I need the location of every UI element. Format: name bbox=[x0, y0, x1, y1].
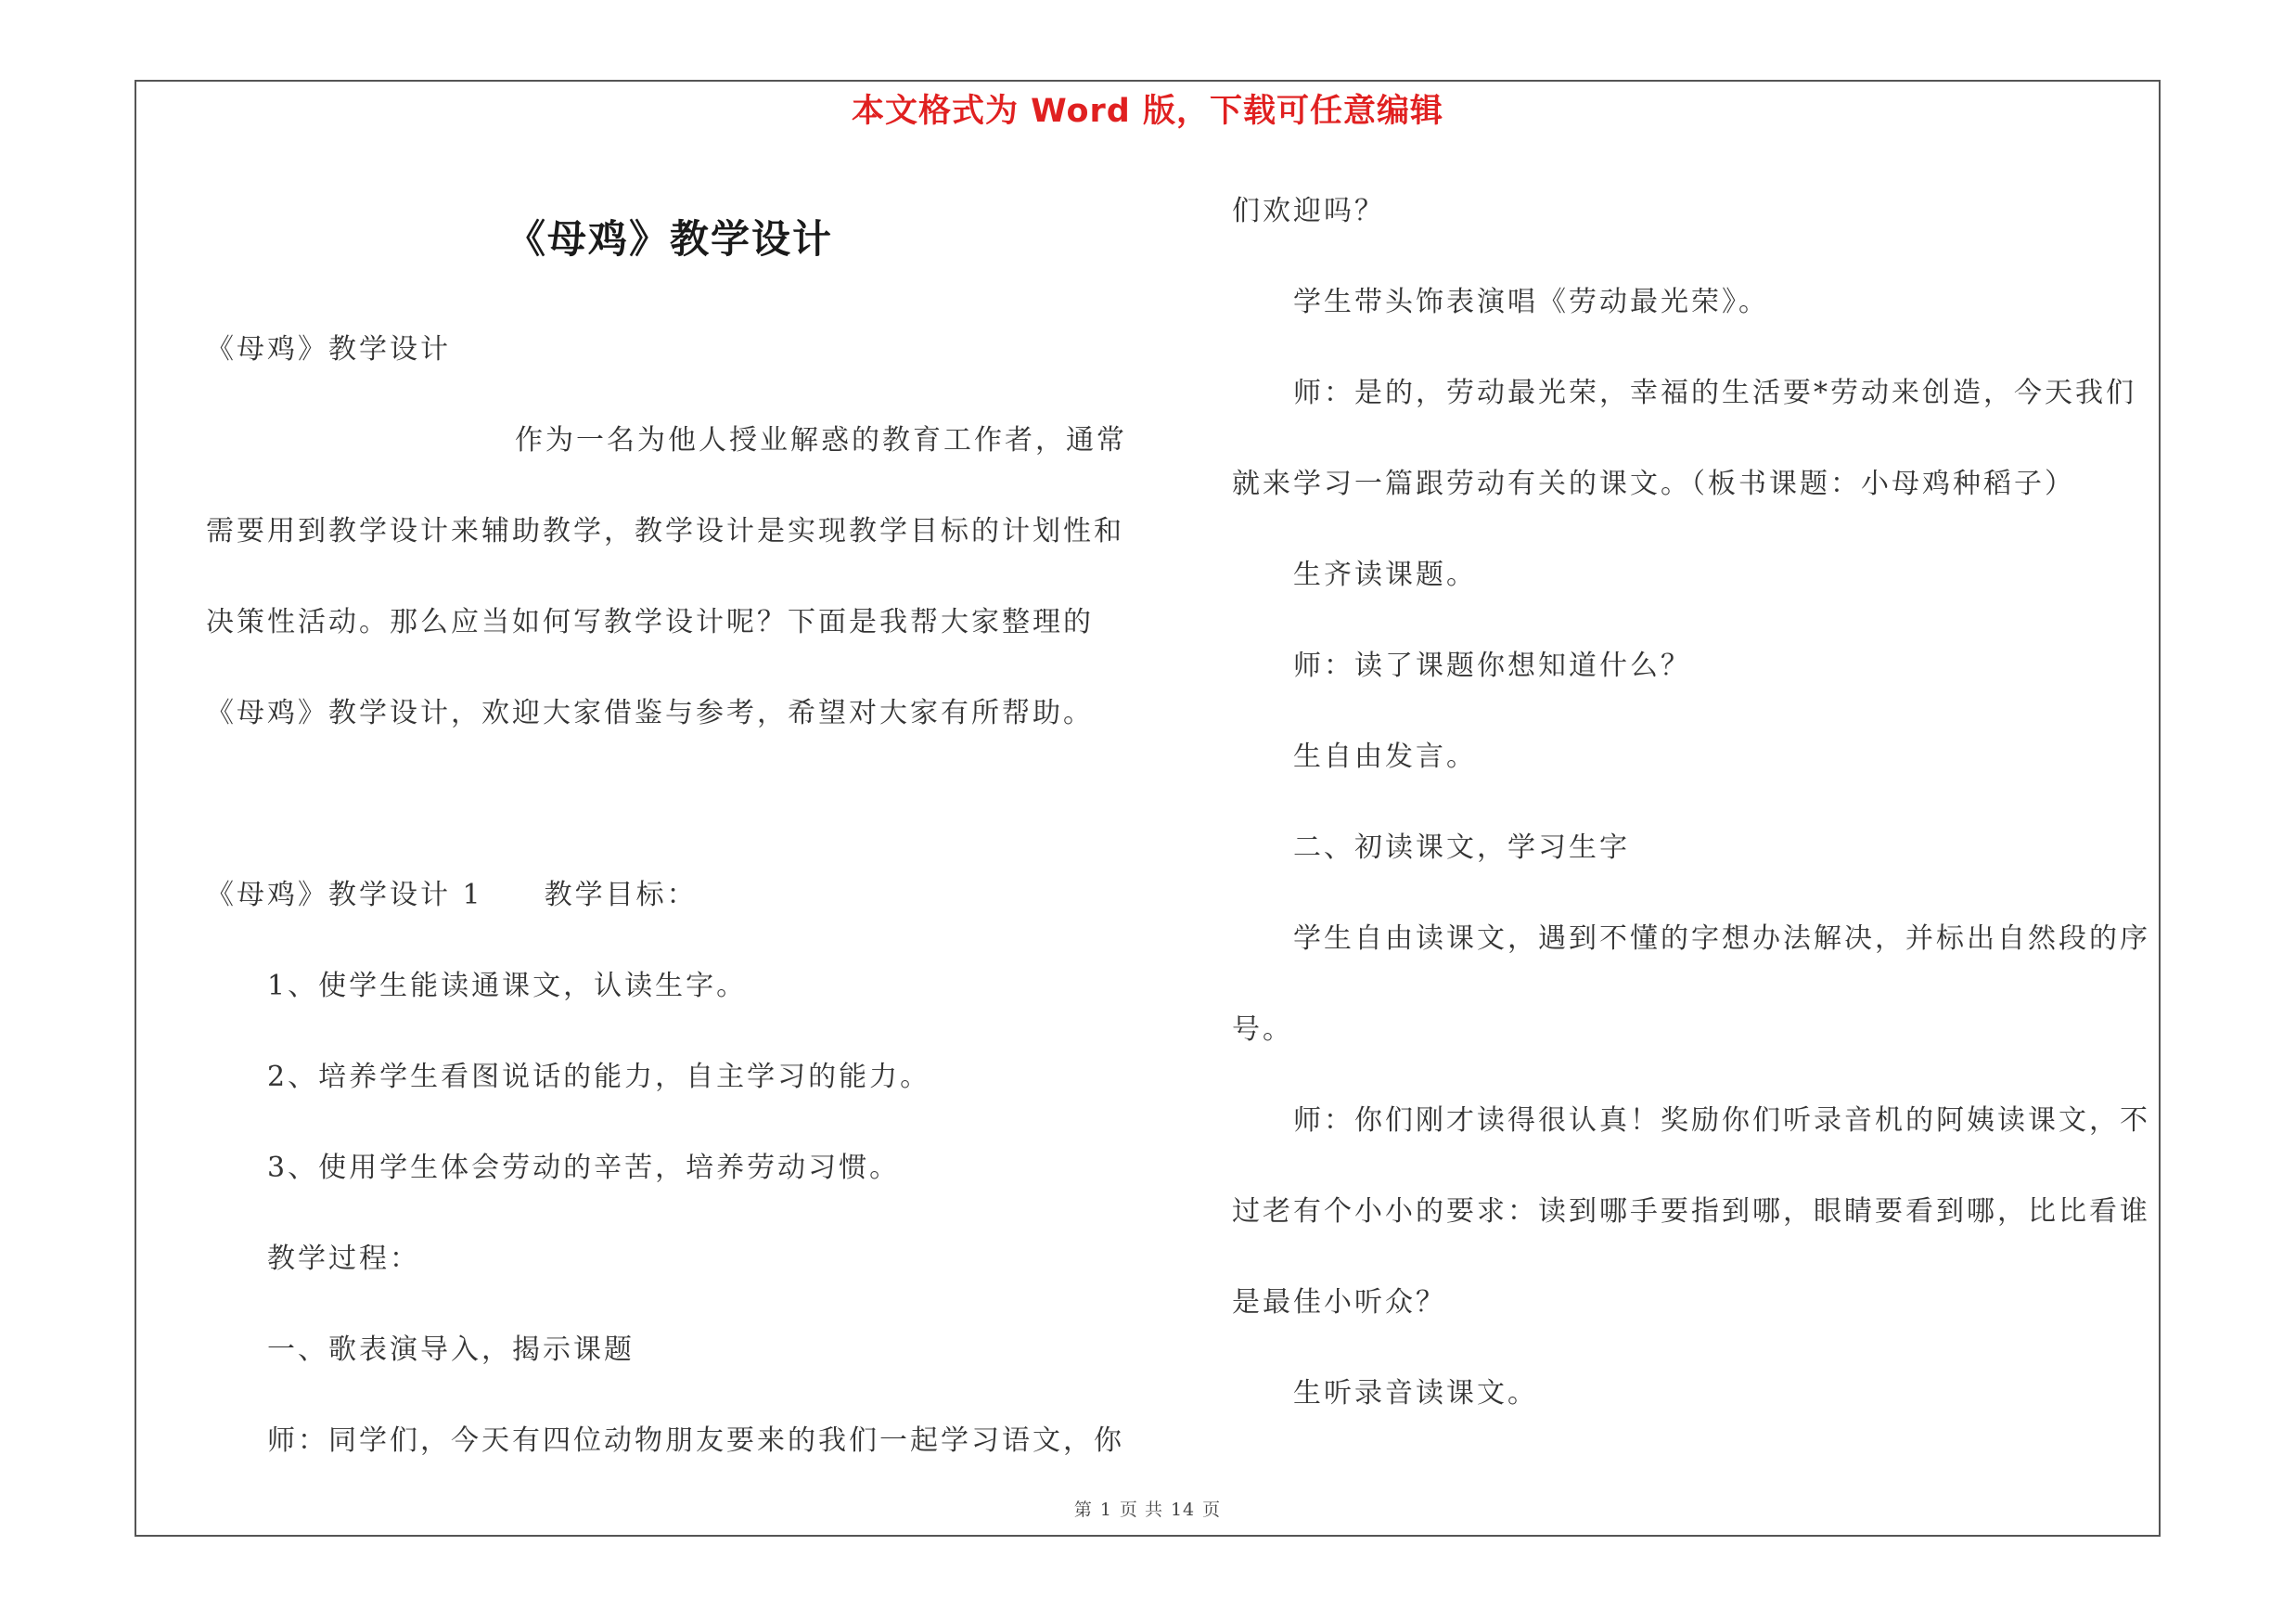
left-line-6: 《母鸡》教学设计 1 教学目标： bbox=[206, 879, 698, 911]
left-line-3: 需要用到教学设计来辅助教学，教学设计是实现教学目标的计划性和 bbox=[206, 515, 1124, 547]
right-line-14: 生听录音读课文。 bbox=[1293, 1377, 1538, 1410]
left-line-7: 1、使学生能读通课文，认读生字。 bbox=[267, 970, 748, 1002]
footer-prefix: 第 bbox=[1073, 1500, 1093, 1520]
page-frame bbox=[135, 80, 2161, 1537]
right-line-2: 学生带头饰表演唱《劳动最光荣》。 bbox=[1293, 286, 1769, 318]
footer-suffix: 页 bbox=[1202, 1500, 1222, 1520]
right-line-10: 号。 bbox=[1232, 1013, 1293, 1046]
left-line-10: 教学过程： bbox=[267, 1243, 420, 1275]
right-line-6: 师：读了课题你想知道什么？ bbox=[1293, 650, 1691, 682]
document-title: 《母鸡》教学设计 bbox=[506, 216, 833, 262]
left-line-4: 决策性活动。那么应当如何写教学设计呢？下面是我帮大家整理的 bbox=[206, 606, 1094, 638]
right-line-7: 生自由发言。 bbox=[1293, 741, 1477, 773]
left-line-1: 《母鸡》教学设计 bbox=[206, 333, 451, 366]
page-footer bbox=[135, 1496, 2161, 1521]
right-line-13: 是最佳小听众？ bbox=[1232, 1286, 1446, 1319]
right-line-1: 们欢迎吗？ bbox=[1232, 195, 1385, 227]
word-format-banner: 本文格式为 Word 版，下载可任意编辑 bbox=[851, 93, 1444, 130]
right-line-3: 师：是的，劳动最光荣，幸福的生活要*劳动来创造，今天我们 bbox=[1293, 377, 2136, 409]
right-line-5: 生齐读课题。 bbox=[1293, 559, 1477, 591]
left-line-2: 作为一名为他人授业解惑的教育工作者，通常 bbox=[515, 424, 1127, 457]
left-line-11: 一、歌表演导入，揭示课题 bbox=[267, 1333, 635, 1366]
footer-total-pages: 14 bbox=[1170, 1500, 1196, 1520]
left-line-9: 3、使用学生体会劳动的辛苦，培养劳动习惯。 bbox=[267, 1152, 901, 1184]
right-line-4: 就来学习一篇跟劳动有关的课文。（板书课题：小母鸡种稻子） bbox=[1232, 468, 2075, 500]
right-line-11: 师：你们刚才读得很认真！奖励你们听录音机的阿姨读课文，不 bbox=[1293, 1104, 2150, 1137]
left-line-12: 师：同学们，今天有四位动物朋友要来的我们一起学习语文，你 bbox=[267, 1424, 1124, 1457]
right-line-8: 二、初读课文，学习生字 bbox=[1293, 831, 1630, 864]
left-line-5: 《母鸡》教学设计，欢迎大家借鉴与参考，希望对大家有所帮助。 bbox=[206, 697, 1094, 729]
left-line-8: 2、培养学生看图说话的能力，自主学习的能力。 bbox=[267, 1061, 931, 1093]
right-line-12: 过老有个小小的要求：读到哪手要指到哪，眼睛要看到哪，比比看谁 bbox=[1232, 1195, 2150, 1228]
right-line-9: 学生自由读课文，遇到不懂的字想办法解决，并标出自然段的序 bbox=[1293, 922, 2150, 955]
footer-page-number: 1 bbox=[1099, 1500, 1112, 1520]
footer-middle: 页 共 bbox=[1119, 1500, 1163, 1520]
